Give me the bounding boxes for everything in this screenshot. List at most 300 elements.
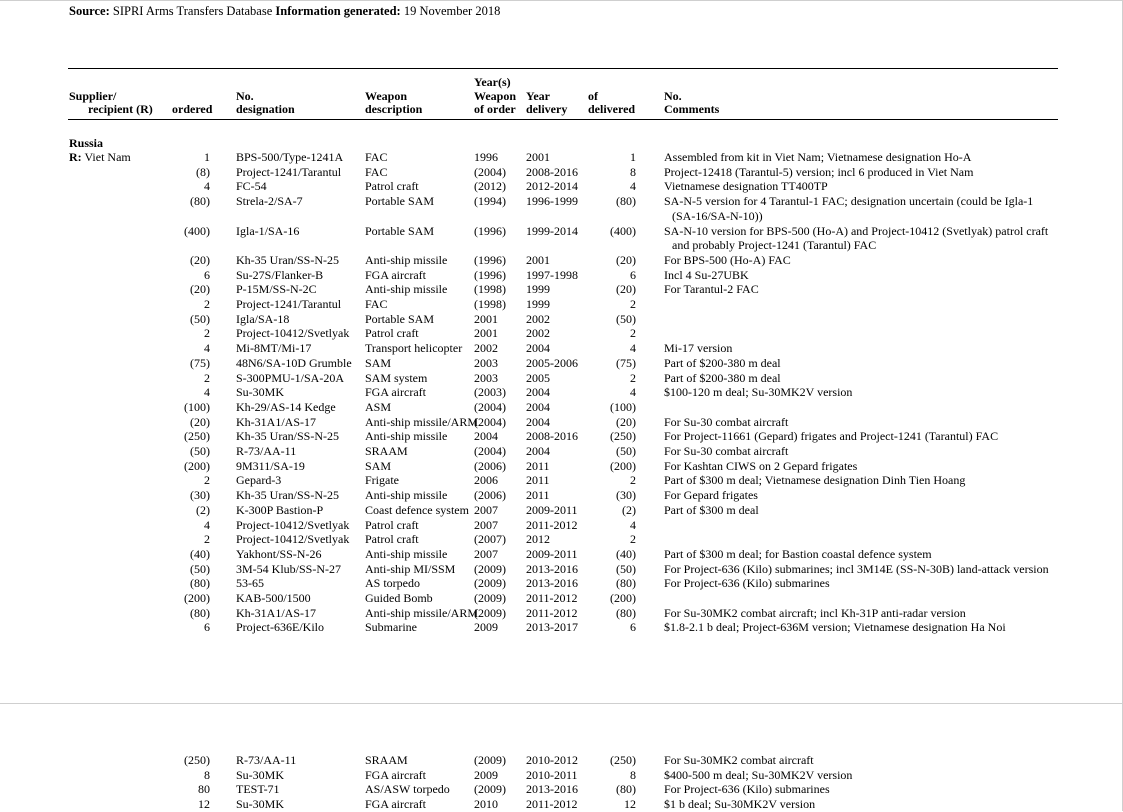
cell-ordered: (50) xyxy=(190,444,210,458)
table-row xyxy=(0,473,1123,488)
cell-designation: Igla-1/SA-16 xyxy=(236,223,300,238)
cell-delivered: 6 xyxy=(630,620,636,635)
cell-ordered: (20) xyxy=(190,252,210,267)
table-row xyxy=(0,297,1123,312)
cell-delivered: (40) xyxy=(616,546,636,561)
header-no: No. xyxy=(236,89,254,103)
cell-delivered: 12 xyxy=(624,797,636,812)
cell-year-of-delivery: 2013-2016 xyxy=(526,561,578,576)
cell-year-of-delivery: 1999-2014 xyxy=(526,223,578,238)
table-row xyxy=(0,797,1123,812)
cell-comment: For Su-30MK2 combat aircraft; incl Kh-31P anti-radar version xyxy=(664,605,966,620)
cell-weapon-description: AS torpedo xyxy=(365,576,420,591)
cell-weapon-description: Anti-ship missile/ARM xyxy=(365,605,479,620)
cell-year-of-order: (2012) xyxy=(474,179,506,194)
cell-year-of-delivery: 2008-2016 xyxy=(526,164,578,179)
cell-weapon-description: ASM xyxy=(365,399,392,414)
cell-designation: K-300P Bastion-P xyxy=(236,502,324,517)
table-row xyxy=(0,356,1123,371)
cell-designation: R-73/AA-11 xyxy=(236,753,297,767)
cell-year-of-order: (2009) xyxy=(474,576,506,591)
cell-comment-continuation: and probably Project-1241 (Tarantul) FAC xyxy=(672,238,877,253)
cell-weapon-description: Portable SAM xyxy=(365,311,434,326)
cell-year-of-delivery: 2001 xyxy=(526,252,550,267)
cell-comment: Mi-17 version xyxy=(664,341,733,356)
cell-year-of-order: (2009) xyxy=(474,782,506,797)
cell-year-of-order: (2007) xyxy=(474,532,506,547)
cell-weapon-description: Portable SAM xyxy=(365,223,434,238)
cell-ordered: (40) xyxy=(190,546,210,561)
cell-year-of-order: (2006) xyxy=(474,488,506,503)
cell-ordered: 4 xyxy=(204,385,210,400)
cell-designation: Su-30MK xyxy=(236,385,285,400)
header-year-s: Year(s) xyxy=(474,75,511,89)
header-supplier: Supplier/ xyxy=(69,89,117,103)
info-generated-value: 19 November 2018 xyxy=(403,4,501,18)
cell-weapon-description: FGA aircraft xyxy=(365,267,426,282)
source-label: Source: xyxy=(69,4,110,18)
cell-year-of-order: 2009 xyxy=(474,767,498,782)
cell-designation: Kh-29/AS-14 Kedge xyxy=(236,399,336,414)
cell-designation: Kh-35 Uran/SS-N-25 xyxy=(236,488,339,503)
cell-comment: For Su-30 combat aircraft xyxy=(664,444,789,458)
cell-comment: For Kashtan CIWS on 2 Gepard frigates xyxy=(664,458,858,473)
table-row xyxy=(0,385,1123,400)
cell-year-of-order: 2002 xyxy=(474,341,498,356)
cell-ordered: (2) xyxy=(196,502,210,517)
cell-comment: SA-N-10 version for BPS-500 (Ho-A) and Project-10412 (Svetlyak) patrol craft xyxy=(664,223,1049,238)
cell-delivered: 2 xyxy=(630,326,636,341)
cell-delivered: 1 xyxy=(630,150,636,164)
table-row xyxy=(0,488,1123,503)
cell-weapon-description: Anti-ship missile xyxy=(365,282,448,297)
table-row xyxy=(0,620,1123,635)
cell-year-of-delivery: 1999 xyxy=(526,297,550,311)
cell-comment: For BPS-500 (Ho-A) FAC xyxy=(664,252,791,267)
cell-designation: Kh-35 Uran/SS-N-25 xyxy=(236,429,339,444)
cell-year-of-order: (1998) xyxy=(474,297,506,311)
cell-weapon-description: Patrol craft xyxy=(365,532,419,547)
cell-year-of-delivery: 2004 xyxy=(526,399,550,414)
cell-weapon-description: Anti-ship missile/ARM xyxy=(365,414,479,429)
cell-weapon-description: Frigate xyxy=(365,473,399,488)
cell-year-of-order: (2003) xyxy=(474,385,506,400)
cell-year-of-delivery: 2011 xyxy=(526,473,550,488)
cell-ordered: (8) xyxy=(196,164,210,179)
cell-designation: Igla/SA-18 xyxy=(236,311,290,326)
cell-year-of-delivery: 2005 xyxy=(526,370,550,385)
header-no-2: No. xyxy=(664,89,682,103)
cell-ordered: (80) xyxy=(190,194,210,209)
cell-weapon-description: Submarine xyxy=(365,620,417,635)
table-row xyxy=(0,532,1123,547)
cell-year-of-order: (1996) xyxy=(474,252,506,267)
cell-comment: SA-N-5 version for 4 Tarantul-1 FAC; designation uncertain (could be Igla-1 xyxy=(664,194,1034,209)
cell-designation: 9M311/SA-19 xyxy=(236,458,305,473)
supplier-name: Russia xyxy=(69,136,104,150)
cell-ordered: (20) xyxy=(190,414,210,429)
cell-ordered: (80) xyxy=(190,576,210,591)
cell-weapon-description: Anti-ship missile xyxy=(365,252,448,267)
table-row xyxy=(0,326,1123,341)
cell-designation: Gepard-3 xyxy=(236,473,282,488)
cell-delivered: (30) xyxy=(616,488,636,503)
cell-comment: For Project-636 (Kilo) submarines xyxy=(664,576,830,591)
cell-ordered: 80 xyxy=(198,782,210,797)
cell-comment: Incl 4 Su-27UBK xyxy=(664,267,749,282)
table-row xyxy=(0,576,1123,591)
cell-year-of-order: (1998) xyxy=(474,282,506,297)
cell-comment: For Tarantul-2 FAC xyxy=(664,282,759,297)
cell-year-of-order: 2003 xyxy=(474,370,498,385)
cell-comment: Part of $300 m deal xyxy=(664,502,759,517)
cell-year-of-delivery: 2004 xyxy=(526,414,550,429)
cell-delivered: 2 xyxy=(630,473,636,488)
table-row xyxy=(0,782,1123,797)
cell-comment: Project-12418 (Tarantul-5) version; incl 6 produced in Viet Nam xyxy=(664,164,974,179)
table-row xyxy=(0,562,1123,577)
cell-weapon-description: SAM xyxy=(365,355,392,370)
cell-weapon-description: SAM xyxy=(365,458,392,473)
cell-delivered: (80) xyxy=(616,605,636,620)
cell-year-of-delivery: 2013-2017 xyxy=(526,620,578,635)
cell-delivered: (50) xyxy=(616,561,636,576)
cell-weapon-description: FAC xyxy=(365,164,388,179)
recipient-prefix: R: xyxy=(69,150,82,164)
cell-delivered: (80) xyxy=(616,194,636,209)
cell-ordered: (20) xyxy=(190,282,210,297)
cell-designation: Yakhont/SS-N-26 xyxy=(236,546,322,561)
cell-ordered: 6 xyxy=(204,267,210,282)
cell-delivered: (80) xyxy=(616,576,636,591)
cell-year-of-delivery: 2010-2012 xyxy=(526,753,578,767)
cell-designation: Project-636E/Kilo xyxy=(236,620,324,635)
cell-year-of-order: 2006 xyxy=(474,473,498,488)
header-delivery: delivery xyxy=(526,102,568,116)
cell-delivered: 2 xyxy=(630,297,636,311)
cell-ordered: (50) xyxy=(190,561,210,576)
cell-delivered: (250) xyxy=(610,753,636,767)
table-row xyxy=(0,268,1123,283)
cell-delivered: (75) xyxy=(616,355,636,370)
cell-delivered: 4 xyxy=(630,341,636,356)
cell-year-of-delivery: 2012 xyxy=(526,532,550,547)
cell-designation: Su-30MK xyxy=(236,767,285,782)
cell-weapon-description: SAM system xyxy=(365,370,428,385)
cell-weapon-description: Patrol craft xyxy=(365,179,419,194)
cell-delivered: 2 xyxy=(630,532,636,547)
cell-weapon-description: FAC xyxy=(365,150,388,164)
cell-weapon-description: Guided Bomb xyxy=(365,591,433,605)
cell-ordered: 2 xyxy=(204,532,210,547)
cell-year-of-delivery: 2004 xyxy=(526,385,550,400)
cell-ordered: 2 xyxy=(204,473,210,488)
cell-year-of-order: (1996) xyxy=(474,223,506,238)
cell-year-of-order: 2010 xyxy=(474,797,498,812)
cell-year-of-delivery: 2010-2011 xyxy=(526,767,578,782)
cell-year-of-order: 2001 xyxy=(474,311,498,326)
cell-comment: $100-120 m deal; Su-30MK2V version xyxy=(664,385,853,400)
cell-designation: S-300PMU-1/SA-20A xyxy=(236,370,345,385)
cell-delivered: (100) xyxy=(610,399,636,414)
cell-designation: 53-65 xyxy=(236,576,264,591)
table-row-continuation xyxy=(0,209,1123,224)
cell-comment: Assembled from kit in Viet Nam; Vietnamese designation Ho-A xyxy=(664,150,972,164)
cell-delivered: 8 xyxy=(630,164,636,179)
table-row xyxy=(0,503,1123,518)
cell-weapon-description: Portable SAM xyxy=(365,194,434,209)
cell-year-of-order: (1996) xyxy=(474,267,506,282)
cell-designation: Project-10412/Svetlyak xyxy=(236,517,350,532)
cell-designation: Project-1241/Tarantul xyxy=(236,164,342,179)
cell-year-of-delivery: 2002 xyxy=(526,326,550,341)
cell-weapon-description: SRAAM xyxy=(365,753,408,767)
cell-weapon-description: FAC xyxy=(365,297,388,311)
cell-year-of-delivery: 2012-2014 xyxy=(526,179,578,194)
cell-year-of-order: 1996 xyxy=(474,150,498,164)
cell-comment: Part of $300 m deal; for Bastion coastal defence system xyxy=(664,546,932,561)
header-of: of xyxy=(588,89,598,103)
cell-ordered: 4 xyxy=(204,341,210,356)
cell-designation: R-73/AA-11 xyxy=(236,444,297,458)
cell-year-of-delivery: 2011-2012 xyxy=(526,517,578,532)
cell-delivered: (200) xyxy=(610,591,636,605)
cell-weapon-description: Anti-ship MI/SSM xyxy=(365,561,456,576)
cell-year-of-order: (2006) xyxy=(474,458,506,473)
cell-year-of-delivery: 2002 xyxy=(526,311,550,326)
cell-ordered: 6 xyxy=(204,620,210,635)
cell-year-of-delivery: 2009-2011 xyxy=(526,502,578,517)
cell-comment: For Su-30 combat aircraft xyxy=(664,414,789,429)
cell-delivered: (50) xyxy=(616,444,636,458)
cell-ordered: (50) xyxy=(190,311,210,326)
cell-ordered: 1 xyxy=(204,150,210,164)
header-designation: designation xyxy=(236,102,295,116)
table-row xyxy=(0,150,1123,165)
table-row xyxy=(0,400,1123,415)
cell-comment: For Project-636 (Kilo) submarines xyxy=(664,782,830,797)
cell-designation: BPS-500/Type-1241A xyxy=(236,150,344,164)
table-row xyxy=(0,606,1123,621)
cell-delivered: (50) xyxy=(616,311,636,326)
cell-delivered: (80) xyxy=(616,782,636,797)
cell-comment: Vietnamese designation TT400TP xyxy=(664,179,828,194)
cell-ordered: 4 xyxy=(204,517,210,532)
cell-delivered: (20) xyxy=(616,282,636,297)
cell-ordered: (200) xyxy=(184,591,210,605)
cell-comment: $1.8-2.1 b deal; Project-636M version; Vietnamese designation Ha Noi xyxy=(664,620,1006,635)
table-row xyxy=(0,224,1123,239)
cell-delivered: (400) xyxy=(610,223,636,238)
cell-year-of-order: (1994) xyxy=(474,194,506,209)
cell-designation: Mi-8MT/Mi-17 xyxy=(236,341,312,356)
cell-weapon-description: Coast defence system xyxy=(365,502,469,517)
cell-year-of-delivery: 2013-2016 xyxy=(526,576,578,591)
cell-ordered: 8 xyxy=(204,767,210,782)
cell-designation: P-15M/SS-N-2C xyxy=(236,282,317,297)
header-comments: Comments xyxy=(664,102,720,116)
cell-delivered: 2 xyxy=(630,370,636,385)
cell-delivered: (20) xyxy=(616,414,636,429)
cell-ordered: 12 xyxy=(198,797,210,812)
cell-weapon-description: SRAAM xyxy=(365,444,408,458)
cell-year-of-order: (2004) xyxy=(474,414,506,429)
table-row xyxy=(0,518,1123,533)
cell-designation: Project-10412/Svetlyak xyxy=(236,326,350,341)
cell-designation: Strela-2/SA-7 xyxy=(236,194,303,209)
header-recipient: recipient (R) xyxy=(88,102,153,116)
header-description: description xyxy=(365,102,423,116)
cell-delivered: 4 xyxy=(630,385,636,400)
cell-designation: Project-10412/Svetlyak xyxy=(236,532,350,547)
cell-year-of-delivery: 2011 xyxy=(526,458,550,473)
cell-year-of-delivery: 2001 xyxy=(526,150,550,164)
table-row xyxy=(0,753,1123,768)
cell-ordered: (250) xyxy=(184,753,210,767)
table-row xyxy=(0,591,1123,606)
cell-delivered: (2) xyxy=(622,502,636,517)
cell-designation: 48N6/SA-10D Grumble xyxy=(236,355,352,370)
cell-designation: Kh-31A1/AS-17 xyxy=(236,414,316,429)
cell-delivered: (20) xyxy=(616,252,636,267)
cell-year-of-order: 2007 xyxy=(474,517,498,532)
cell-weapon-description: AS/ASW torpedo xyxy=(365,782,450,797)
cell-year-of-order: (2004) xyxy=(474,399,506,414)
recipient-value: Viet Nam xyxy=(84,150,131,164)
header-of-order: of order xyxy=(474,102,516,116)
table-row-continuation xyxy=(0,238,1123,253)
cell-ordered: 2 xyxy=(204,370,210,385)
cell-weapon-description: Patrol craft xyxy=(365,517,419,532)
cell-designation: 3M-54 Klub/SS-N-27 xyxy=(236,561,342,576)
cell-year-of-delivery: 2011 xyxy=(526,488,550,503)
cell-weapon-description: FGA aircraft xyxy=(365,797,426,812)
cell-comment: Part of $200-380 m deal xyxy=(664,355,781,370)
cell-comment: $400-500 m deal; Su-30MK2V version xyxy=(664,767,853,782)
cell-year-of-order: (2009) xyxy=(474,753,506,767)
table-row xyxy=(0,371,1123,386)
cell-weapon-description: Anti-ship missile xyxy=(365,488,448,503)
table-row xyxy=(0,459,1123,474)
cell-weapon-description: Patrol craft xyxy=(365,326,419,341)
cell-delivered: 4 xyxy=(630,517,636,532)
cell-weapon-description: FGA aircraft xyxy=(365,767,426,782)
cell-year-of-delivery: 2011-2012 xyxy=(526,591,578,605)
source-value: SIPRI Arms Transfers Database xyxy=(112,4,273,18)
cell-designation: TEST-71 xyxy=(236,782,280,797)
cell-year-of-order: 2003 xyxy=(474,355,498,370)
cell-year-of-order: (2009) xyxy=(474,561,506,576)
cell-comment: $1 b deal; Su-30MK2V version xyxy=(664,797,816,812)
table-row xyxy=(0,253,1123,268)
cell-year-of-delivery: 2013-2016 xyxy=(526,782,578,797)
cell-ordered: (75) xyxy=(190,355,210,370)
cell-ordered: (250) xyxy=(184,429,210,444)
cell-designation: FC-54 xyxy=(236,179,267,194)
cell-year-of-order: 2007 xyxy=(474,502,498,517)
table-row xyxy=(0,312,1123,327)
header-weapon: Weapon xyxy=(365,89,408,103)
cell-year-of-delivery: 2004 xyxy=(526,341,550,356)
cell-ordered: 2 xyxy=(204,326,210,341)
table-row xyxy=(0,341,1123,356)
cell-delivered: (250) xyxy=(610,429,636,444)
table-row xyxy=(0,165,1123,180)
cell-comment-continuation: (SA-16/SA-N-10)) xyxy=(672,208,763,223)
header-delivered: delivered xyxy=(588,102,636,116)
table-row xyxy=(0,194,1123,209)
cell-comment: For Su-30MK2 combat aircraft xyxy=(664,753,814,767)
info-generated-label: Information generated: xyxy=(275,4,401,18)
table-row xyxy=(0,444,1123,459)
cell-ordered: (80) xyxy=(190,605,210,620)
cell-designation: Kh-31A1/AS-17 xyxy=(236,605,316,620)
cell-weapon-description: Transport helicopter xyxy=(365,341,463,356)
cell-delivered: (200) xyxy=(610,458,636,473)
cell-comment: For Project-636 (Kilo) submarines; incl 3M14E (SS-N-30B) land-attack version xyxy=(664,561,1049,576)
cell-year-of-order: 2004 xyxy=(474,429,498,444)
cell-year-of-delivery: 2011-2012 xyxy=(526,797,578,812)
cell-comment: Part of $200-380 m deal xyxy=(664,370,781,385)
cell-year-of-order: (2004) xyxy=(474,444,506,458)
header-weapon-2: Weapon xyxy=(474,89,517,103)
header-year: Year xyxy=(526,89,550,103)
table-row xyxy=(0,282,1123,297)
cell-delivered: 4 xyxy=(630,179,636,194)
cell-year-of-order: 2009 xyxy=(474,620,498,635)
cell-comment: For Gepard frigates xyxy=(664,488,758,503)
cell-designation: Kh-35 Uran/SS-N-25 xyxy=(236,252,339,267)
table-row xyxy=(0,547,1123,562)
cell-comment: For Project-11661 (Gepard) frigates and Project-1241 (Tarantul) FAC xyxy=(664,429,999,444)
cell-year-of-delivery: 1999 xyxy=(526,282,550,297)
table-row xyxy=(0,768,1123,783)
cell-year-of-order: (2004) xyxy=(474,164,506,179)
table-row xyxy=(0,415,1123,430)
cell-ordered: (100) xyxy=(184,399,210,414)
header-ordered: ordered xyxy=(172,102,213,116)
cell-comment: Part of $300 m deal; Vietnamese designation Dinh Tien Hoang xyxy=(664,473,966,488)
cell-year-of-order: 2001 xyxy=(474,326,498,341)
cell-designation: Project-1241/Tarantul xyxy=(236,297,342,311)
page-break xyxy=(0,703,1123,704)
table-row xyxy=(0,179,1123,194)
cell-year-of-order: (2009) xyxy=(474,591,506,605)
cell-designation: KAB-500/1500 xyxy=(236,591,311,605)
cell-ordered: 4 xyxy=(204,179,210,194)
cell-year-of-delivery: 2009-2011 xyxy=(526,546,578,561)
cell-weapon-description: FGA aircraft xyxy=(365,385,426,400)
cell-delivered: 8 xyxy=(630,767,636,782)
cell-ordered: (30) xyxy=(190,488,210,503)
cell-designation: Su-30MK xyxy=(236,797,285,812)
cell-year-of-delivery: 2005-2006 xyxy=(526,355,578,370)
cell-ordered: (200) xyxy=(184,458,210,473)
cell-year-of-delivery: 2004 xyxy=(526,444,550,458)
cell-designation: Su-27S/Flanker-B xyxy=(236,267,324,282)
cell-weapon-description: Anti-ship missile xyxy=(365,429,448,444)
cell-year-of-order: 2007 xyxy=(474,546,498,561)
cell-year-of-delivery: 2008-2016 xyxy=(526,429,578,444)
cell-year-of-delivery: 1997-1998 xyxy=(526,267,578,282)
cell-ordered: (400) xyxy=(184,223,210,238)
table-row xyxy=(0,429,1123,444)
cell-year-of-order: (2009) xyxy=(474,605,506,620)
cell-delivered: 6 xyxy=(630,267,636,282)
cell-year-of-delivery: 1996-1999 xyxy=(526,194,578,209)
cell-year-of-delivery: 2011-2012 xyxy=(526,605,578,620)
cell-ordered: 2 xyxy=(204,297,210,311)
